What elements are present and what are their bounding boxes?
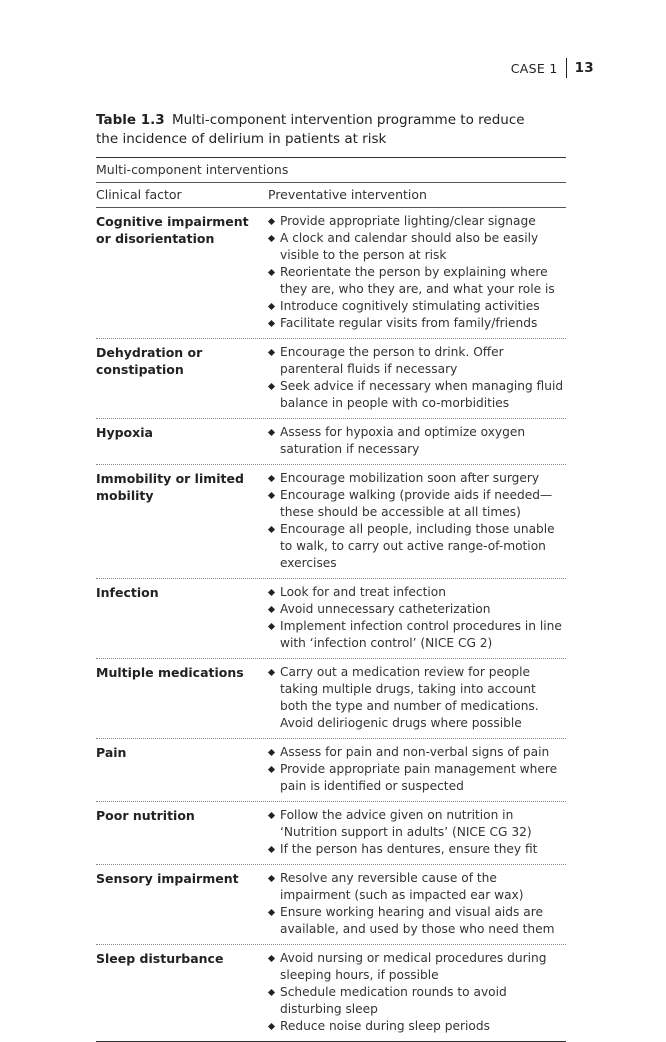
intervention-text: Encourage the person to drink. Offer parenteral fluids if necessary	[280, 345, 504, 376]
diamond-bullet-icon	[268, 349, 275, 356]
intervention-item	[268, 584, 566, 601]
case-label: CASE 1	[510, 60, 558, 76]
intervention-item	[268, 618, 566, 652]
diamond-bullet-icon	[268, 492, 275, 499]
intervention-table	[96, 157, 566, 1042]
intervention-item	[268, 315, 566, 332]
intervention-list	[268, 950, 566, 1035]
intervention-text: Reorientate the person by explaining where they are, who they are, and what your role is	[280, 265, 555, 296]
table-row	[96, 865, 566, 945]
intervention-item	[268, 1018, 566, 1035]
clinical-factor: Infection	[96, 585, 159, 600]
clinical-factor: Hypoxia	[96, 425, 153, 440]
intervention-text: Reduce noise during sleep periods	[280, 1019, 490, 1033]
table-row	[96, 802, 566, 865]
intervention-item	[268, 298, 566, 315]
intervention-item	[268, 213, 566, 230]
header-divider	[566, 58, 567, 78]
clinical-factor: Sleep disturbance	[96, 951, 224, 966]
intervention-list	[268, 424, 566, 458]
intervention-text: Follow the advice given on nutrition in ‘Nutrition support in adults’ (NICE CG 32)	[280, 808, 532, 839]
intervention-text: Provide appropriate pain management where pain is identified or suspected	[280, 762, 558, 793]
intervention-item	[268, 904, 566, 938]
table-row	[96, 579, 566, 659]
intervention-item	[268, 664, 566, 732]
diamond-bullet-icon	[268, 475, 275, 482]
intervention-list	[268, 664, 566, 732]
diamond-bullet-icon	[268, 909, 275, 916]
intervention-text: Carry out a medication review for people taking multiple drugs, taking into account both the type and number of medications. Avoid deliriogenic drugs where possible	[280, 665, 539, 730]
table-row	[96, 208, 566, 339]
intervention-text: Implement infection control procedures in line with ‘infection control’ (NICE CG 2)	[280, 619, 562, 650]
running-header	[511, 58, 594, 78]
table-caption-text: Multi-component intervention programme to reduce the incidence of delirium in patients at risk	[96, 112, 525, 147]
intervention-list	[268, 344, 566, 412]
column-header-preventative-intervention: Preventative intervention	[268, 187, 427, 202]
diamond-bullet-icon	[268, 846, 275, 853]
diamond-bullet-icon	[268, 269, 275, 276]
intervention-text: Assess for hypoxia and optimize oxygen saturation if necessary	[280, 425, 526, 456]
intervention-item	[268, 807, 566, 841]
intervention-item	[268, 841, 566, 858]
intervention-item	[268, 984, 566, 1018]
intervention-item	[268, 424, 566, 458]
clinical-factor: Poor nutrition	[96, 808, 195, 823]
intervention-text: Introduce cognitively stimulating activities	[280, 299, 540, 313]
intervention-list	[268, 807, 566, 858]
diamond-bullet-icon	[268, 812, 275, 819]
diamond-bullet-icon	[268, 526, 275, 533]
intervention-text: Encourage walking (provide aids if needed—these should be accessible at all times)	[280, 488, 553, 519]
intervention-item	[268, 950, 566, 984]
diamond-bullet-icon	[268, 218, 275, 225]
intervention-text: A clock and calendar should also be easily visible to the person at risk	[280, 231, 539, 262]
intervention-text: Avoid unnecessary catheterization	[280, 602, 491, 616]
diamond-bullet-icon	[268, 749, 275, 756]
intervention-text: Facilitate regular visits from family/friends	[280, 316, 538, 330]
clinical-factor: Sensory impairment	[96, 871, 239, 886]
intervention-list	[268, 744, 566, 795]
intervention-item	[268, 761, 566, 795]
intervention-list	[268, 213, 566, 332]
clinical-factor: Pain	[96, 745, 127, 760]
clinical-factor: Immobility or limited mobility	[96, 471, 244, 503]
table-row	[96, 739, 566, 802]
diamond-bullet-icon	[268, 429, 275, 436]
clinical-factor: Multiple medications	[96, 665, 244, 680]
diamond-bullet-icon	[268, 989, 275, 996]
diamond-bullet-icon	[268, 1023, 275, 1030]
diamond-bullet-icon	[268, 303, 275, 310]
intervention-text: Seek advice if necessary when managing fluid balance in people with co-morbidities	[280, 379, 564, 410]
intervention-text: Look for and treat infection	[280, 585, 446, 599]
diamond-bullet-icon	[268, 320, 275, 327]
intervention-item	[268, 601, 566, 618]
intervention-list	[268, 870, 566, 938]
intervention-item	[268, 344, 566, 378]
intervention-item	[268, 744, 566, 761]
diamond-bullet-icon	[268, 235, 275, 242]
intervention-item	[268, 521, 566, 572]
column-header-clinical-factor: Clinical factor	[96, 187, 182, 202]
table-label: Table 1.3	[96, 112, 165, 128]
diamond-bullet-icon	[268, 383, 275, 390]
table-column-header	[96, 182, 566, 208]
table-row	[96, 945, 566, 1042]
intervention-list	[268, 470, 566, 572]
intervention-item	[268, 378, 566, 412]
intervention-text: Resolve any reversible cause of the impairment (such as impacted ear wax)	[280, 871, 524, 902]
intervention-list	[268, 584, 566, 652]
intervention-text: Encourage mobilization soon after surgery	[280, 471, 540, 485]
intervention-text: Encourage all people, including those unable to walk, to carry out active range-of-motion exercises	[280, 522, 555, 570]
table-group-title: Multi-component interventions	[96, 162, 289, 177]
table-row	[96, 419, 566, 465]
intervention-text: Provide appropriate lighting/clear signage	[280, 214, 536, 228]
table-caption	[96, 111, 536, 149]
intervention-item	[268, 870, 566, 904]
diamond-bullet-icon	[268, 875, 275, 882]
intervention-text: Avoid nursing or medical procedures during sleeping hours, if possible	[280, 951, 547, 982]
diamond-bullet-icon	[268, 766, 275, 773]
intervention-item	[268, 487, 566, 521]
table-row	[96, 339, 566, 419]
diamond-bullet-icon	[268, 606, 275, 613]
table-row	[96, 659, 566, 739]
diamond-bullet-icon	[268, 955, 275, 962]
clinical-factor: Cognitive impairment or disorientation	[96, 214, 249, 246]
diamond-bullet-icon	[268, 623, 275, 630]
intervention-item	[268, 264, 566, 298]
intervention-item	[268, 230, 566, 264]
diamond-bullet-icon	[268, 589, 275, 596]
diamond-bullet-icon	[268, 669, 275, 676]
page-number: 13	[574, 60, 594, 76]
intervention-text: If the person has dentures, ensure they fit	[280, 842, 538, 856]
intervention-text: Assess for pain and non-verbal signs of pain	[280, 745, 550, 759]
table-body	[96, 208, 566, 1042]
clinical-factor: Dehydration or constipation	[96, 345, 203, 377]
table-row	[96, 465, 566, 579]
intervention-item	[268, 470, 566, 487]
intervention-text: Schedule medication rounds to avoid disturbing sleep	[280, 985, 507, 1016]
intervention-text: Ensure working hearing and visual aids are available, and used by those who need them	[280, 905, 555, 936]
